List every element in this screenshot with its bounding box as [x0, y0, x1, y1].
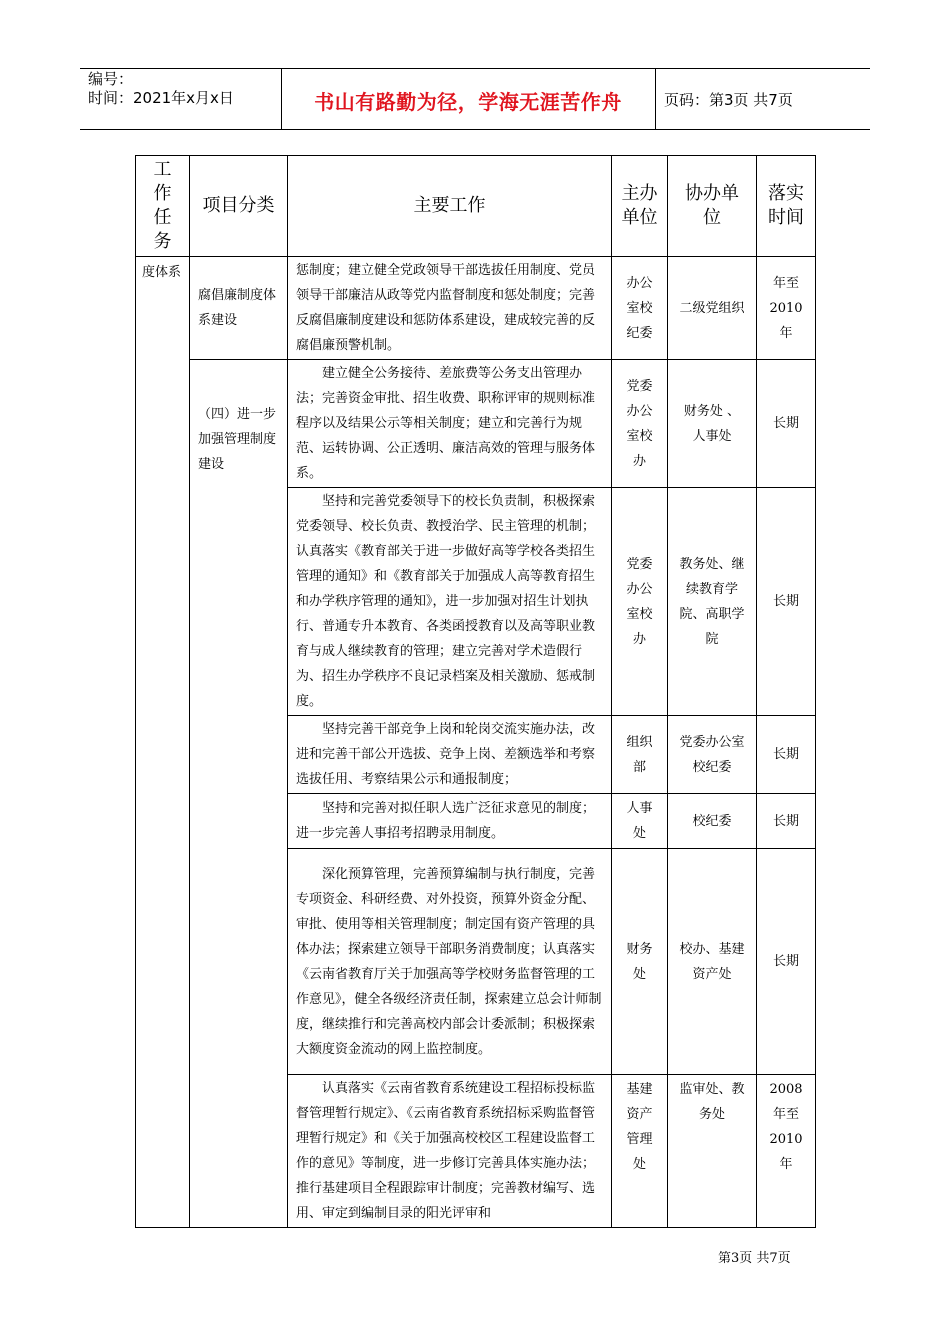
header-top-rule — [80, 68, 870, 69]
table-header-row — [136, 156, 816, 257]
timeline-cell: 长期 — [757, 360, 816, 488]
main-work-cell: 坚持完善干部竞争上岗和轮岗交流实施办法，改进和完善干部公开选拔、竞争上岗、差额选举和考察选拔任用、考察结果公示和通报制度； — [288, 716, 612, 794]
header-divider-2 — [655, 68, 656, 130]
table-row — [136, 360, 816, 488]
timeline-cell: 长期 — [757, 716, 816, 794]
main-work-cell: 建立健全公务接待、差旅费等公务支出管理办法；完善资金审批、招生收费、职称评审的规则标准程序以及结果公示等相关制度；建立和完善行为规范、运转协调、公正透明、廉洁高效的管理与服务体系。 — [288, 360, 612, 488]
timeline-cell: 长期 — [757, 849, 816, 1075]
assist-unit-cell: 教务处、继续教育学院、高职学院 — [668, 488, 757, 716]
main-work-cell: 惩制度；建立健全党政领导干部选拔任用制度、党员领导干部廉洁从政等党内监督制度和惩处制度；完善反腐倡廉制度建设和惩防体系建设，建成较完善的反腐倡廉预警机制。 — [288, 257, 612, 360]
lead-unit-cell: 党委办公室校办 — [612, 488, 668, 716]
lead-unit-cell: 人事处 — [612, 794, 668, 849]
main-work-cell: 坚持和完善对拟任职人选广泛征求意见的制度；进一步完善人事招考招聘录用制度。 — [288, 794, 612, 849]
assist-unit-cell: 监审处、教务处 — [668, 1075, 757, 1228]
task-cell: 度体系 — [136, 257, 190, 1228]
header-assist-unit: 协办单位 — [668, 156, 757, 257]
main-work-cell: 深化预算管理，完善预算编制与执行制度，完善专项资金、科研经费、对外投资，预算外资金分配、审批、使用等相关管理制度；制定国有资产管理的具体办法；探索建立领导干部职务消费制度；认真落实《云南省教育厅关于加强高等学校财务监督管理的工作意见》，健全各级经济责任制，探索建立总会计师制度，继续推行和完善高校内部会计委派制；积极探索大额度资金流动的网上监控制度。 — [288, 849, 612, 1075]
table-row — [136, 257, 816, 360]
lead-unit-cell: 财务处 — [612, 849, 668, 1075]
category-cell: 腐倡廉制度体系建设 — [190, 257, 288, 360]
lead-unit-cell: 党委办公室校办 — [612, 360, 668, 488]
main-work-cell: 认真落实《云南省教育系统建设工程招标投标监督管理暂行规定》、《云南省教育系统招标采购监督管理暂行规定》和《关于加强高校校区工程建设监督工作的意见》等制度，进一步修订完善具体实施办法；推行基建项目全程跟踪审计制度；完善教材编写、选用、审定到编制目录的阳光评审和 — [288, 1075, 612, 1228]
assist-unit-cell: 财务处 、人事处 — [668, 360, 757, 488]
timeline-cell: 长期 — [757, 488, 816, 716]
header-time-label: 时间：2021年x月x日 — [88, 89, 234, 107]
lead-unit-cell: 办公室校纪委 — [612, 257, 668, 360]
lead-unit-cell: 组织部 — [612, 716, 668, 794]
lead-unit-cell: 基建资产管理处 — [612, 1075, 668, 1228]
header-lead-unit: 主办单位 — [612, 156, 668, 257]
category-cell: （四）进一步加强管理制度建设 — [190, 360, 288, 1228]
assist-unit-cell: 校办、基建资产处 — [668, 849, 757, 1075]
header-timeline: 落实时间 — [757, 156, 816, 257]
assist-unit-cell: 二级党组织 — [668, 257, 757, 360]
header-category: 项目分类 — [190, 156, 288, 257]
header-meta — [88, 70, 234, 108]
timeline-cell: 2008年至2010年 — [757, 1075, 816, 1228]
assist-unit-cell: 党委办公室校纪委 — [668, 716, 757, 794]
main-work-cell: 坚持和完善党委领导下的校长负责制，积极探索党委领导、校长负责、教授治学、民主管理的机制；认真落实《教育部关于进一步做好高等学校各类招生管理的通知》和《教育部关于加强成人高等教育招生和办学秩序管理的通知》，进一步加强对招生计划执行、普通专升本教育、各类函授教育以及高等职业教育与成人继续教育的管理；建立完善对学术造假行为、招生办学秩序不良记录档案及相关激励、惩戒制度。 — [288, 488, 612, 716]
header-main-work: 主要工作 — [288, 156, 612, 257]
header-divider-1 — [281, 68, 282, 130]
header-bottom-rule — [80, 129, 870, 130]
timeline-cell: 长期 — [757, 794, 816, 849]
assist-unit-cell: 校纪委 — [668, 794, 757, 849]
work-plan-table — [135, 155, 816, 1228]
timeline-cell: 年至2010年 — [757, 257, 816, 360]
header-motto: 书山有路勤为径，学海无涯苦作舟 — [314, 90, 622, 114]
header-task: 工作任务 — [136, 156, 190, 257]
header-page-number: 页码：第3页 共7页 — [664, 91, 793, 109]
header-number-label: 编号： — [88, 70, 134, 88]
footer-page-number: 第3页 共7页 — [718, 1251, 791, 1266]
